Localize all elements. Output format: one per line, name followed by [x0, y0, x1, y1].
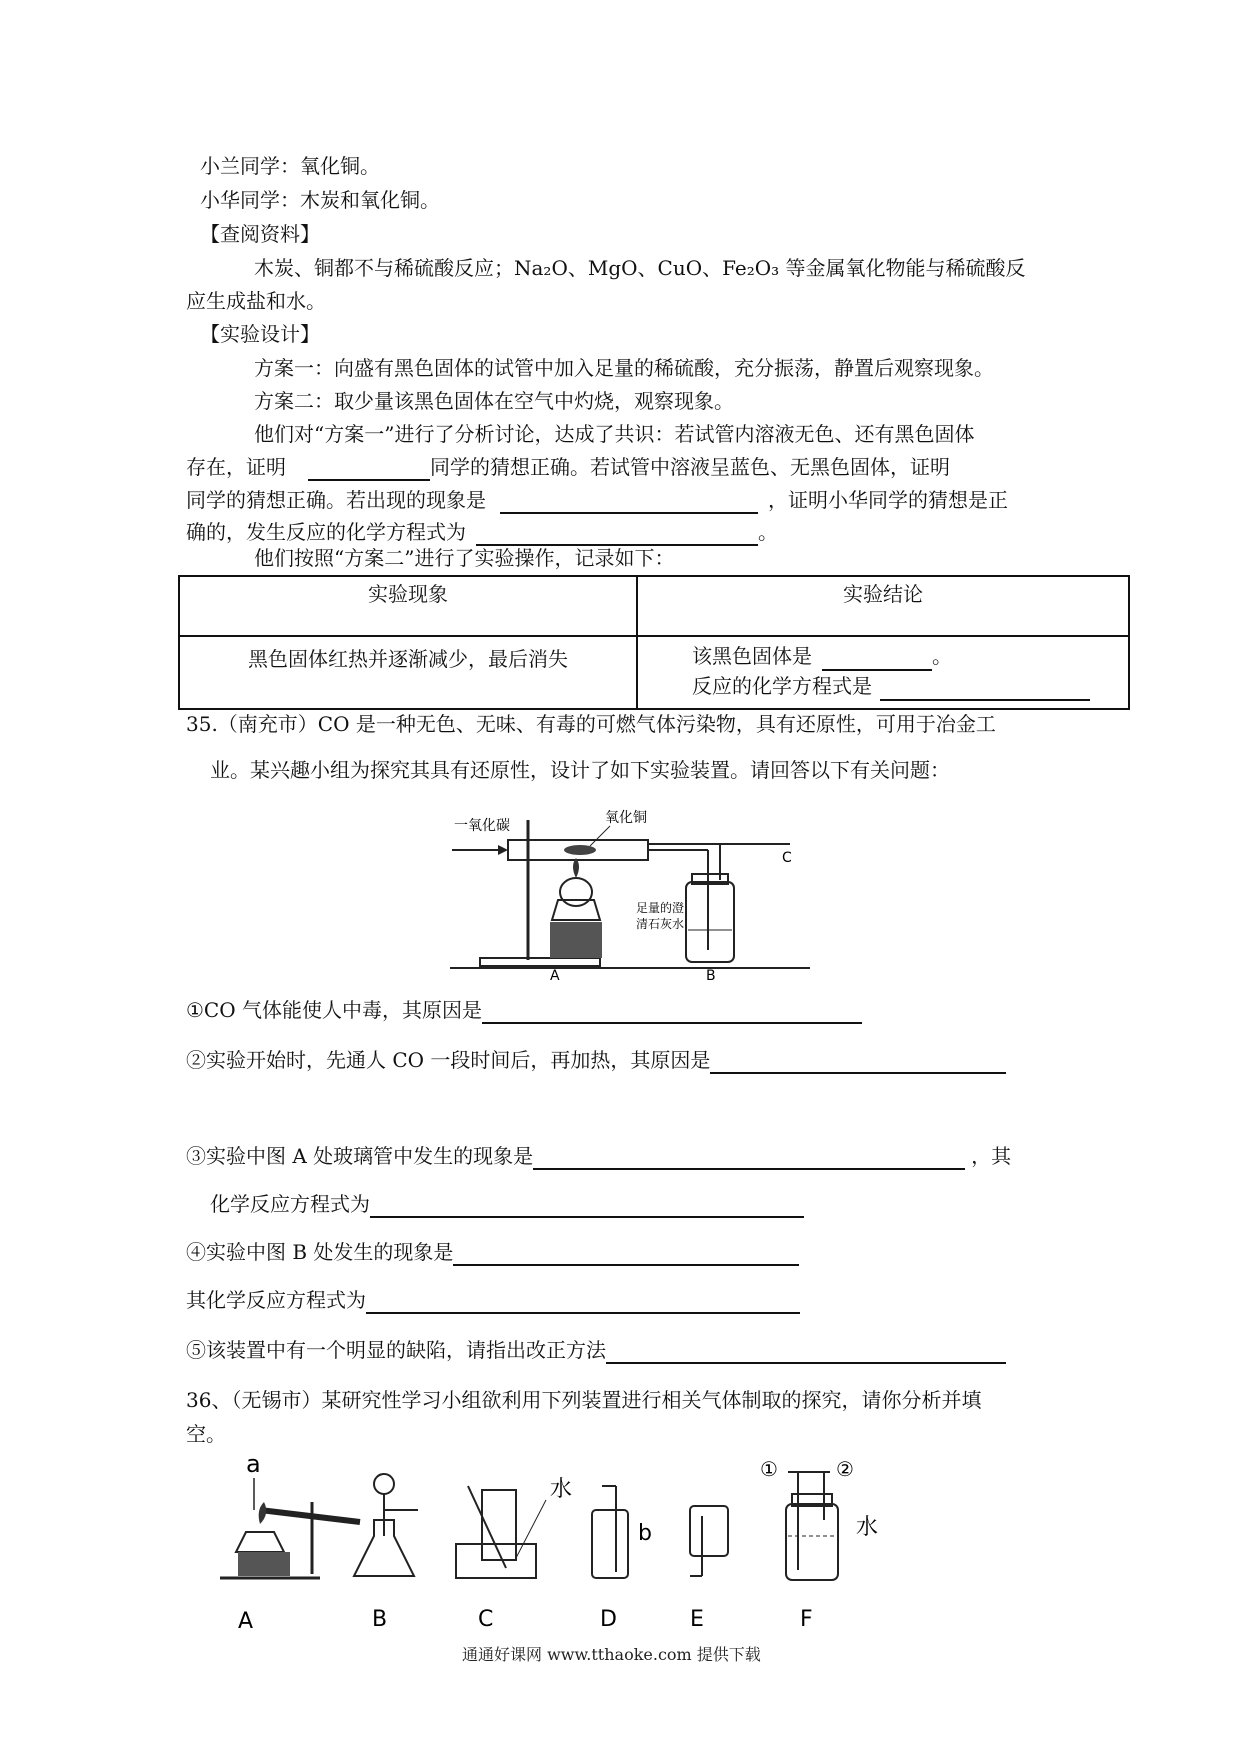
heading-references: 【查阅资料】	[200, 222, 320, 246]
port-2-label: ②	[836, 1457, 854, 1481]
co-apparatus-figure	[450, 800, 810, 980]
phenomenon-text: 黑色固体红热并逐渐减少，最后消失	[248, 647, 568, 671]
q35-intro-2: 业。某兴趣小组为探究其具有还原性，设计了如下实验装置。请回答以下有关问题：	[210, 758, 950, 782]
text-line-11b: ，证明小华同学的猜想是正	[768, 488, 1008, 512]
q35-sub-4b-text: 其化学反应方程式为	[186, 1288, 366, 1312]
text-line-11	[186, 486, 1008, 514]
answer-blank-8[interactable]	[533, 1146, 965, 1170]
table-cell-conclusion	[637, 636, 1129, 709]
conclusion-label-1: 该黑色固体是	[692, 644, 812, 668]
answer-blank-1[interactable]	[308, 457, 430, 481]
label-copper-oxide: 氧化铜	[605, 810, 647, 826]
label-B: B	[372, 1607, 388, 1632]
text-line-13: 他们按照“方案二”进行了实验操作，记录如下：	[254, 546, 675, 570]
text-line-12	[186, 518, 778, 546]
inverted-bottle	[690, 1506, 728, 1556]
answer-blank-11[interactable]	[366, 1290, 800, 1314]
apparatus-a	[220, 1450, 360, 1634]
label-C: C	[478, 1607, 494, 1632]
footer-source: 通通好课网 www.tthaoke.com 提供下载	[462, 1645, 761, 1664]
label-D: D	[600, 1607, 617, 1632]
text-line-12a: 确的，发生反应的化学方程式为	[186, 520, 466, 544]
text-line-11a: 同学的猜想正确。若出现的现象是	[186, 488, 486, 512]
conclusion-end: 。	[932, 644, 952, 668]
table-header-phenomenon: 实验现象	[179, 576, 637, 636]
label-water-1: 水	[550, 1477, 573, 1502]
text-line-9: 他们对“方案一”进行了分析讨论，达成了共识：若试管内溶液无色、还有黑色固体	[254, 422, 975, 446]
lamp-base	[550, 922, 602, 958]
label-A: A	[238, 1609, 254, 1634]
text-line-10a: 存在，证明	[186, 455, 286, 479]
q35-sub-3c	[210, 1190, 804, 1218]
flame-icon-a	[259, 1502, 267, 1524]
text-line-10b: 同学的猜想正确。若试管中溶液呈蓝色、无黑色固体，证明	[430, 455, 950, 479]
label-b: B	[706, 968, 716, 980]
q35-sub-5-text: ⑤该装置中有一个明显的缺陷，请指出改正方法	[186, 1338, 606, 1362]
q35-sub-1	[186, 996, 862, 1024]
table-header-conclusion: 实验结论	[637, 576, 1129, 636]
answer-blank-6[interactable]	[482, 1000, 862, 1024]
wash-bottle	[786, 1504, 838, 1580]
q35-sub-2-text: ②实验开始时，先通人 CO 一段时间后，再加热，其原因是	[186, 1048, 711, 1072]
collection-bottle	[592, 1510, 628, 1578]
q35-sub-3-text: ③实验中图 A 处玻璃管中发生的现象是	[186, 1144, 534, 1168]
plan-one: 方案一：向盛有黑色固体的试管中加入足量的稀硫酸，充分振荡，静置后观察现象。	[254, 356, 994, 380]
q35-sub-3-end: ，其	[971, 1144, 1012, 1168]
text-line-12b: 。	[758, 520, 778, 544]
record-table	[178, 575, 1130, 710]
test-tube	[260, 1510, 360, 1522]
answer-blank-12[interactable]	[606, 1340, 1006, 1364]
answer-blank-5[interactable]	[880, 679, 1090, 701]
answer-blank-4[interactable]	[822, 649, 932, 671]
q36-intro-2: 空。	[186, 1422, 226, 1446]
table-cell-phenomenon	[179, 636, 637, 709]
funnel-bulb	[374, 1474, 394, 1494]
answer-blank-10[interactable]	[453, 1242, 799, 1266]
q35-sub-5	[186, 1336, 1006, 1364]
conclusion-line-2	[692, 671, 1128, 701]
label-F: F	[800, 1607, 813, 1632]
q35-sub-1-text: ①CO 气体能使人中毒，其原因是	[186, 998, 482, 1022]
answer-blank-9[interactable]	[370, 1194, 804, 1218]
conclusion-line-1	[692, 641, 1128, 671]
alcohol-lamp	[552, 900, 600, 920]
text-line-5: 应生成盐和水。	[186, 289, 326, 313]
apparatus-e	[690, 1506, 728, 1632]
port-1-label: ①	[760, 1457, 778, 1481]
answer-blank-3[interactable]	[476, 522, 758, 546]
conclusion-label-2: 反应的化学方程式是	[692, 674, 872, 698]
answer-blank-2[interactable]	[500, 490, 758, 514]
copper-oxide-sample	[564, 845, 596, 855]
q36-intro-1: 36、（无锡市）某研究性学习小组欲利用下列装置进行相关气体制取的探究，请你分析并填	[186, 1388, 982, 1412]
label-a: A	[550, 968, 560, 980]
text-line-10	[186, 453, 950, 481]
apparatus-b	[354, 1474, 418, 1632]
q35-sub-3c-text: 化学反应方程式为	[210, 1192, 370, 1216]
label-b-lower: b	[638, 1521, 652, 1546]
q35-intro-1: 35.（南充市）CO 是一种无色、无味、有毒的可燃气体污染物，具有还原性，可用于冶金工	[186, 712, 996, 736]
plan-two: 方案二：取少量该黑色固体在空气中灼烧，观察现象。	[254, 389, 734, 413]
lime-water-bottle	[686, 882, 734, 962]
text-line-1: 小兰同学：氧化铜。	[200, 154, 380, 178]
q35-sub-4b	[186, 1286, 800, 1314]
label-lime-water-2: 清石灰水	[636, 917, 685, 931]
q35-sub-2	[186, 1046, 1006, 1074]
text-line-2: 小华同学：木炭和氧化铜。	[200, 188, 440, 212]
apparatus-c	[456, 1477, 572, 1632]
alcohol-lamp-a	[236, 1532, 284, 1552]
answer-blank-7[interactable]	[710, 1050, 1006, 1074]
q35-sub-3	[186, 1142, 1011, 1170]
label-c: C	[782, 850, 792, 866]
apparatus-f	[760, 1457, 878, 1632]
label-carbon-monoxide: 一氧化碳	[454, 818, 510, 834]
gas-apparatus-figure	[220, 1440, 1060, 1640]
label-lime-water-1: 足量的澄	[636, 901, 685, 915]
heading-design: 【实验设计】	[200, 322, 320, 346]
label-E: E	[690, 1607, 704, 1632]
q35-sub-4-text: ④实验中图 B 处发生的现象是	[186, 1240, 454, 1264]
label-a-lower: a	[246, 1450, 261, 1478]
label-water-2: 水	[856, 1515, 879, 1540]
text-line-4: 木炭、铜都不与稀硫酸反应；Na₂O、MgO、CuO、Fe₂O₃ 等金属氧化物能与稀硫酸反	[254, 256, 1026, 280]
apparatus-d	[592, 1486, 652, 1632]
q35-sub-4	[186, 1238, 799, 1266]
